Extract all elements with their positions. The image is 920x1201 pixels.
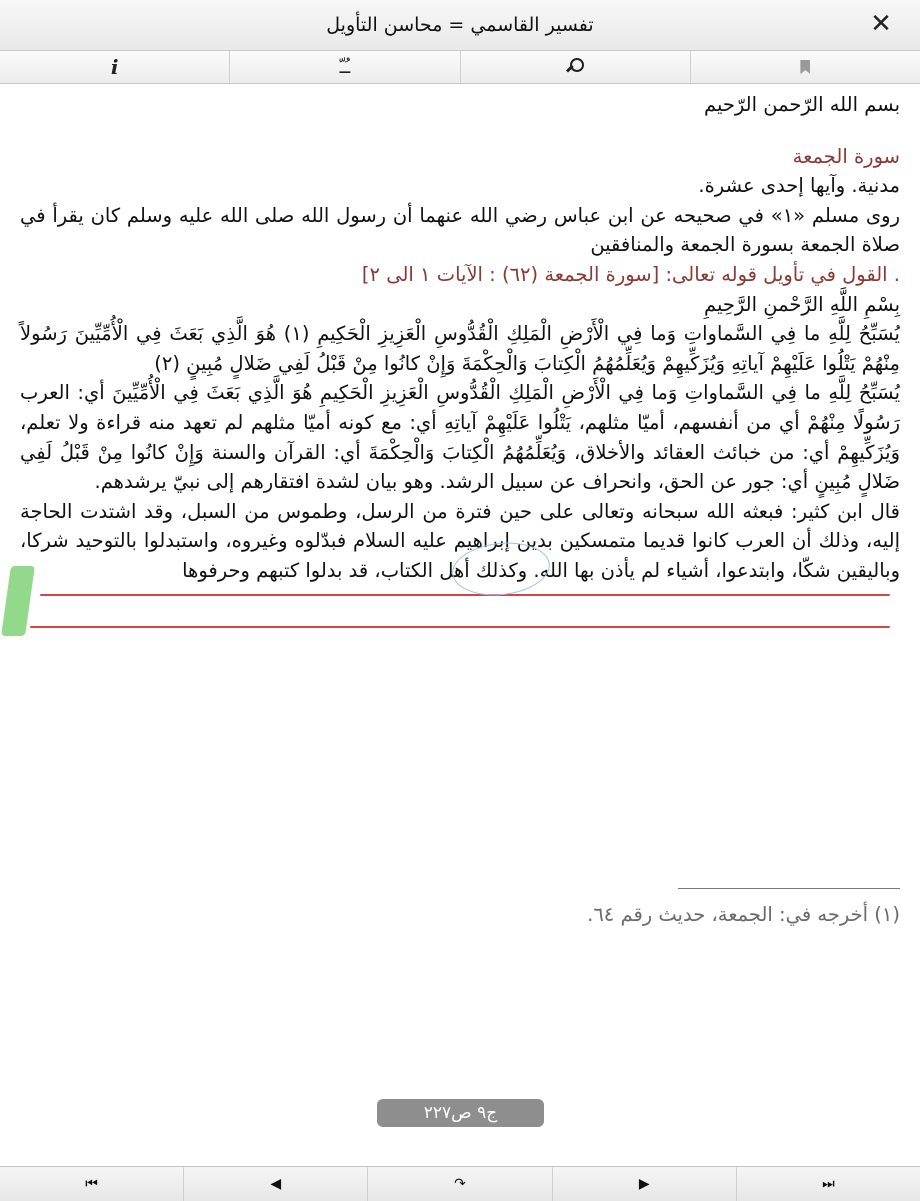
first-page-button[interactable] (0, 1167, 184, 1201)
title-bar (0, 0, 920, 51)
surah-info: مدنية. وآيها إحدى عشرة. (698, 174, 900, 198)
surah-title: سورة الجمعة (792, 144, 900, 168)
info-button[interactable] (0, 51, 230, 83)
verse-heading: . القول في تأويل قوله تعالى: [سورة الجمعة (٦٢) : الآيات ١ الى ٢] (361, 262, 900, 286)
info-icon: i (110, 55, 119, 79)
skip-first-icon: ⏮ (85, 1176, 98, 1192)
footnote-divider (678, 888, 900, 889)
skip-last-icon: ⏭ (822, 1176, 835, 1192)
go-to-page-button[interactable] (368, 1167, 552, 1201)
close-icon: ✕ (870, 9, 892, 39)
last-page-button[interactable] (737, 1167, 920, 1201)
quran-basmala: بِسْمِ اللَّهِ الرَّحْمنِ الرَّحِيمِ (704, 292, 900, 316)
close-button[interactable] (868, 10, 894, 38)
toolbar (0, 51, 920, 84)
hadith-paragraph: روى مسلم «١» في صحيحه عن ابن عباس رضي الله عنهما أن رسول الله صلى الله عليه وسلم كان يقرأ في صلاة الجمعة بسورة الجمعة والمنافقين (20, 203, 900, 257)
tafsir-paragraph: يُسَبِّحُ لِلَّهِ ما فِي السَّماواتِ وَما فِي الْأَرْضِ الْمَلِكِ الْقُدُّوسِ الْعَزِيزِ الْحَكِيمِ هُوَ الَّذِي بَعَثَ فِي الْأُمِّيِّينَ أي: العرب رَسُولًا مِنْهُمْ أي من أنفسهم، أميّا مثلهم، يَتْلُوا عَلَيْهِمْ آياتِهِ أي: مع كونه أميّا مثلهم لم تعهد منه قراءة ولا تعلم، وَيُزَكِّيهِمْ أي: من خبائث العقائد والأخلاق، وَيُعَلِّمُهُمُ الْكِتابَ وَالْحِكْمَةَ أي: القرآن والسنة وَإِنْ كانُوا مِنْ قَبْلُ لَفِي ضَلالٍ مُبِينٍ أي: جور عن الحق، وانحراف عن سبيل الرشد. وهو بيان لشدة افتقارهم إلى نبيّ يرشدهم. (20, 381, 900, 494)
previous-page-button[interactable] (184, 1167, 368, 1201)
page-indicator[interactable]: ج٩ ص٢٢٧ (377, 1099, 544, 1127)
red-underline-2 (30, 626, 890, 628)
next-page-button[interactable] (553, 1167, 737, 1201)
bottom-navigation-bar (0, 1166, 920, 1201)
redo-arrow-icon: ↷ (454, 1176, 466, 1192)
bookmark-icon (800, 60, 810, 74)
triangle-right-icon: ▶ (638, 1176, 650, 1192)
window-title: تفسير القاسمي = محاسن التأويل (326, 14, 594, 36)
red-underline-1 (40, 594, 890, 596)
triangle-left-icon: ◀ (270, 1176, 282, 1192)
book-page-content (20, 90, 900, 1090)
search-icon (566, 58, 584, 76)
search-button[interactable] (461, 51, 691, 83)
footnote: (١) أخرجه في: الجمعة، حديث رقم ٦٤. (587, 903, 900, 926)
bookmark-button[interactable] (691, 51, 920, 83)
basmala: بسم الله الرّحمن الرّحيم (704, 93, 900, 116)
harakat-icon: ـُـّ (339, 56, 351, 78)
harakat-toggle-button[interactable] (230, 51, 460, 83)
ayah-text: يُسَبِّحُ لِلَّهِ ما فِي السَّماواتِ وَما فِي الْأَرْضِ الْمَلِكِ الْقُدُّوسِ الْعَزِيزِ الْحَكِيمِ (١) هُوَ الَّذِي بَعَثَ فِي الْأُمِّيِّينَ رَسُولاً مِنْهُمْ يَتْلُوا عَلَيْهِمْ آياتِهِ وَيُزَكِّيهِمْ وَيُعَلِّمُهُمُ الْكِتابَ وَالْحِكْمَةَ وَإِنْ كانُوا مِنْ قَبْلُ لَفِي ضَلالٍ مُبِينٍ (٢) (20, 322, 900, 375)
ibn-kathir-paragraph: قال ابن كثير: فبعثه الله سبحانه وتعالى على حين فترة من الرسل، وطموس من السبل، وقد اشتدت الحاجة إليه، وذلك أن العرب كانوا قديما متمسكين بدين إبراهيم عليه السلام فبدّلوه وغيروه، واستبدلوا بالتوحيد شركا، وباليقين شكّا، وابتدعوا، أشياء لم يأذن بها الله. وكذلك أهل الكتاب، قد بدلوا كتبهم وحرفوها (20, 499, 900, 582)
